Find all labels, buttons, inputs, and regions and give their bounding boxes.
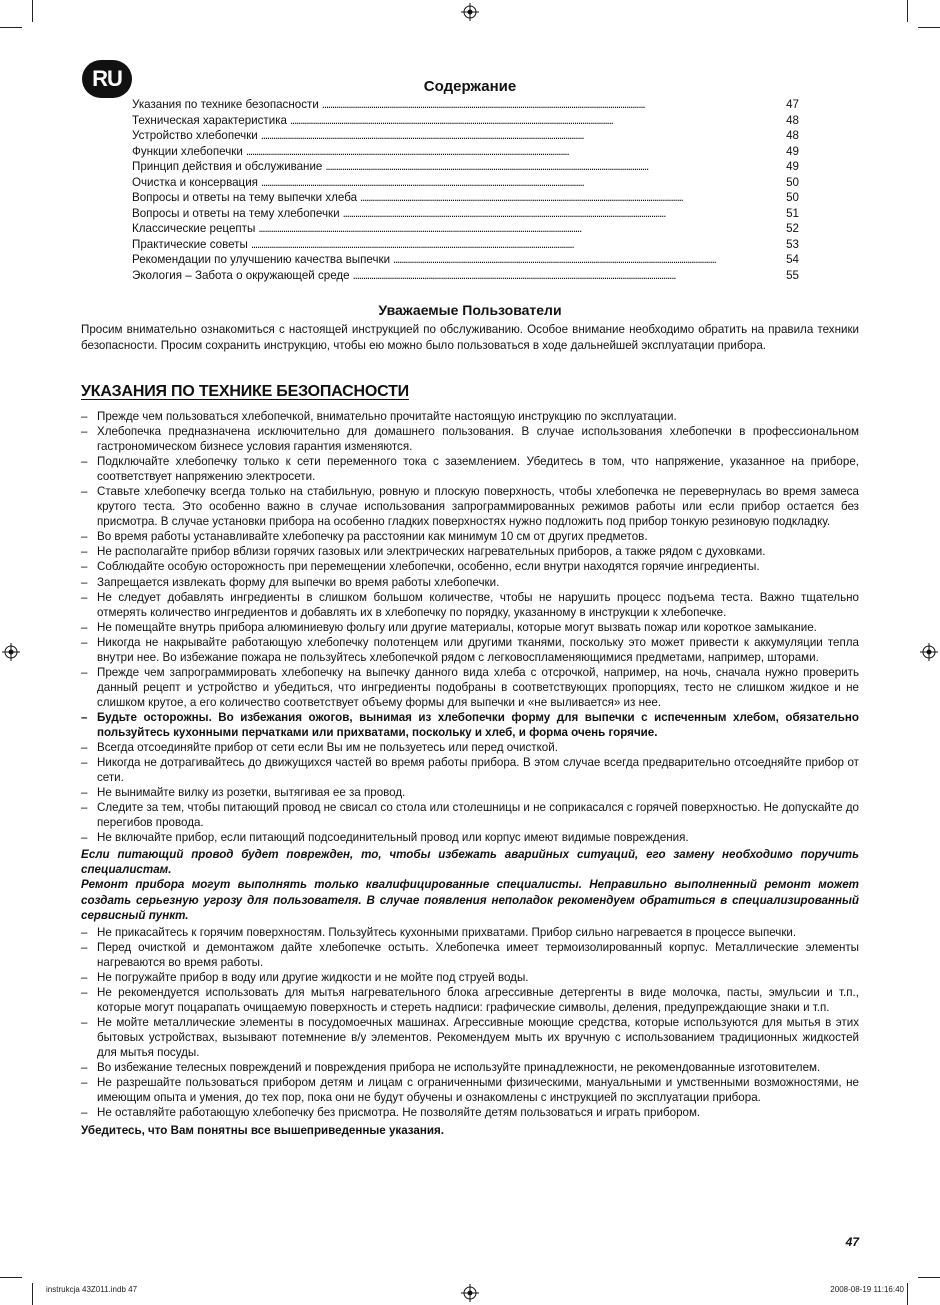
safety-item: – Не помещайте внутрь прибора алюминиевую фольгу или другие материалы, которые могут вызвать пожар или короткое замыкание. (81, 620, 859, 635)
toc-leader-dots (246, 144, 783, 160)
safety-item: – Подключайте хлебопечку только к сети переменного тока с заземлением. Убедитесь в том, что напряжение, указанное на приборе, соответствует напряжению электросети. (81, 454, 859, 484)
safety-item: – Не следует добавлять ингредиенты в слишком большом количестве, чтобы не нарушить процесс подъема теста. Важно тщательно отмерять количество ингредиентов и добавлять их в хлебопечку по порядку, указанному в инструкции к хлебопечке. (81, 590, 859, 620)
toc-entry-page: 52 (786, 222, 799, 235)
safety-item: – Во избежание телесных повреждений и повреждения прибора не используйте принадлежности, не рекомендованные изготовителем. (81, 1060, 859, 1075)
toc-entry-page: 53 (786, 237, 799, 251)
greeting-title: Уважаемые Пользователи (378, 302, 562, 318)
section-title: УКАЗАНИЯ ПО ТЕХНИКЕ БЕЗОПАСНОСТИ (81, 383, 409, 400)
crop-mark (918, 1277, 940, 1278)
toc-entry-page: 51 (786, 206, 799, 220)
toc-leader-dots (343, 206, 784, 222)
toc-entry-page: 55 (786, 268, 799, 282)
safety-item: – Не погружайте прибор в воду или другие жидкости и не мойте под струей воды. (81, 970, 859, 985)
safety-item: – Прежде чем запрограммировать хлебопечку на выпечку данного вида хлеба с отсрочкой, например, на ночь, сначала нужно проверить данный рецепт и устройство и убедиться, что ингредиенты подобраны в соответствующих пропорциях, тесто не слишком жидкое и не слишком крутое, а его количество соответствует объему формы для выпечки и «не выливается» из нее. (81, 665, 859, 710)
toc-entry-label: Очистка и консервация (132, 175, 258, 189)
toc-entry-page: 48 (786, 113, 799, 127)
safety-content (81, 409, 859, 1138)
toc-entry-page: 48 (786, 129, 799, 142)
toc-entry-page: 47 (786, 98, 799, 111)
registration-mark-icon (461, 3, 479, 21)
safety-item: – Ставьте хлебопечку всегда только на стабильную, ровную и плоскую поверхность, чтобы хлебопечка не перевернулась во время замеса крутого теста. Это особенно важно в случае использования запрограммированных режимов работы или если прибор остается без присмотра. В случае установки прибора на особенно гладких поверхностях нужно подложить под прибор тонкую резиновую подкладку. (81, 484, 859, 529)
crop-mark (907, 1283, 908, 1305)
toc-entry (132, 237, 799, 253)
crop-mark (918, 27, 940, 28)
safety-item: – Не рекомендуется использовать для мытья нагревательного блока агрессивные детергенты в виде молочка, пасты, эмульсии и т.п., которые могут поцарапать очищаемую поверхность и стереть надписи: графические символы, деления, предупреждающие знаки и т.п. (81, 985, 859, 1015)
toc-entry (132, 97, 799, 113)
toc-entry-label: Рекомендации по улучшению качества выпечки (132, 253, 391, 266)
crop-mark (0, 27, 22, 28)
toc-entry-label: Указания по технике безопасности (132, 98, 319, 111)
toc-entry-label: Функции хлебопечки (132, 144, 243, 158)
safety-item: – Не оставляйте работающую хлебопечку без присмотра. Не позволяйте детям пользоваться и играть прибором. (81, 1105, 859, 1120)
toc-entry (132, 252, 799, 268)
toc-leader-dots (261, 128, 783, 144)
toc-leader-dots (322, 97, 783, 113)
safety-list-2 (81, 925, 859, 1121)
toc-entry-label: Принцип действия и обслуживание (132, 160, 323, 173)
safety-item: – Запрещается извлекать форму для выпечки во время работы хлебопечки. (81, 575, 859, 590)
safety-item: – Не вынимайте вилку из розетки, вытягивая ее за провод. (81, 785, 859, 800)
page-number: 47 (845, 1235, 859, 1249)
registration-mark-icon (2, 643, 20, 661)
safety-item: – Следите за тем, чтобы питающий провод не свисал со стола или столешницы и не соприкасался с горячей поверхностью. Не допускайте до перегибов провода. (81, 800, 859, 830)
toc-entry-page: 49 (786, 144, 799, 158)
toc-entry-label: Практические советы (132, 237, 248, 251)
toc-entry (132, 268, 799, 284)
toc-leader-dots (290, 113, 783, 129)
safety-item: – Не включайте прибор, если питающий подсоединительный провод или корпус имеют видимые повреждения. (81, 830, 859, 845)
toc-entry-label: Классические рецепты (132, 222, 256, 235)
toc-entry (132, 159, 799, 175)
toc-entry-label: Устройство хлебопечки (132, 129, 258, 142)
toc-leader-dots (360, 190, 783, 206)
registration-mark-icon (461, 1284, 479, 1302)
warning-block (81, 847, 859, 922)
toc-entry (132, 206, 799, 222)
toc-entry (132, 144, 799, 160)
crop-mark (32, 1283, 33, 1305)
safety-item: – Прежде чем пользоваться хлебопечкой, внимательно прочитайте настоящую инструкцию по эксплуатации. (81, 409, 859, 424)
toc-entry-label: Вопросы и ответы на тему хлебопечки (132, 206, 340, 220)
language-badge: RU (82, 60, 132, 98)
safety-item: – Хлебопечка предназначена исключительно для домашнего пользования. В случае использования хлебопечки в профессиональном гастрономическом бизнесе условия гарантия изменяются. (81, 424, 859, 454)
crop-mark (907, 0, 908, 22)
crop-mark (32, 0, 33, 22)
toc-entry-page: 54 (786, 253, 799, 266)
toc-leader-dots (393, 252, 783, 268)
warning-text: Ремонт прибора могут выполнять только квалифицированные специалисты. Неправильно выполненный ремонт может создать серьезную угрозу для пользователя. В случае появления неполадок рекомендуем обратиться в специализированный сервисный пункт. (81, 878, 859, 922)
toc-entry (132, 128, 799, 144)
toc-leader-dots (325, 159, 783, 175)
greeting-text: Просим внимательно ознакомиться с настоящей инструкцией по обслуживанию. Особое внимание необходимо обратить на правила техники безопасности. Просим сохранить инструкцию, чтобы ею можно было пользоваться в ходе дальнейшей эксплуатации прибора. (81, 323, 859, 352)
closing-text: Убедитесь, что Вам понятны все вышеприведенные указания. (81, 1124, 444, 1138)
toc-leader-dots (353, 268, 783, 284)
safety-item: – Не располагайте прибор вблизи горячих газовых или электрических нагревательных приборов, а также рядом с духовками. (81, 544, 859, 559)
toc-entry (132, 175, 799, 191)
safety-item: – Не разрешайте пользоваться прибором детям и лицам с ограниченными физическими, мануальными и умственными возможностями, не имеющим опыта и умения, до тех пор, пока они не будут обучены и ознакомлены с инструкцией по эксплуатации прибора. (81, 1075, 859, 1105)
safety-item: – Не прикасайтесь к горячим поверхностям. Пользуйтесь кухонными прихватами. Прибор сильно нагревается в процессе выпечки. (81, 925, 859, 940)
toc-entry-page: 50 (786, 175, 799, 189)
safety-item: – Соблюдайте особую осторожность при перемещении хлебопечки, особенно, если внутри находятся горячие ингредиенты. (81, 559, 859, 574)
crop-mark (0, 1277, 22, 1278)
warning-text: Если питающий провод будет поврежден, то, чтобы избежать аварийных ситуаций, его замену необходимо поручить специалистам. (81, 848, 859, 877)
toc-leader-dots (261, 175, 783, 191)
toc-entry-page: 49 (786, 160, 799, 173)
toc-entry-label: Техническая характеристика (132, 113, 287, 127)
safety-item: – Никогда не накрывайте работающую хлебопечку полотенцем или другими тканями, поскольку это может привести к аккумуляции тепла внутри нее. Во избежание пожара не пользуйтесь хлебопечкой рядом с легковоспламеняющимися предметами, например, шторами. (81, 635, 859, 665)
footer-file-info: instrukcja 43Z011.indb 47 (46, 1285, 138, 1294)
safety-item: – Никогда не дотрагивайтесь до движущихся частей во время работы прибора. В этом случае всегда предварительно отсоедняйте прибор от сети. (81, 755, 859, 785)
toc-entry-label: Вопросы и ответы на тему выпечки хлеба (132, 191, 358, 204)
toc-entry-label: Экология – Забота о окружающей среде (132, 268, 350, 282)
safety-item: – Не мойте металлические элементы в посудомоечных машинах. Агрессивные моющие средства, которые используются для мытья в этих бытовых устройствах, вызывают потемнение в/у элементов. Рекомендуем мыть их вручную с использованием традиционных жидкостей для мытья посуды. (81, 1015, 859, 1060)
safety-list (81, 409, 859, 845)
toc-entry (132, 221, 799, 237)
toc-entry (132, 113, 799, 129)
table-of-contents (132, 97, 799, 283)
toc-leader-dots (258, 221, 783, 237)
toc-title: Содержание (423, 78, 517, 95)
footer-date: 2008-08-19 11:16:40 (830, 1285, 904, 1294)
registration-mark-icon (920, 643, 938, 661)
toc-entry (132, 190, 799, 206)
toc-leader-dots (251, 237, 783, 253)
safety-item: – Будьте осторожны. Во избежания ожогов, вынимая из хлебопечки форму для выпечки с испеченным хлебом, обязательно пользуйтесь кухонными перчатками или прихватами, поскольку и хлеб, и форма очень горячие. (81, 710, 859, 740)
safety-item: – Во время работы устанавливайте хлебопечку ра расстоянии как минимум 10 см от других предметов. (81, 529, 859, 544)
toc-entry-page: 50 (786, 191, 799, 204)
safety-item: – Всегда отсоединяйте прибор от сети если Вы им не пользуетесь или перед очисткой. (81, 740, 859, 755)
safety-item: – Перед очисткой и демонтажом дайте хлебопечке остыть. Хлебопечка имеет термоизолированный корпус. Металлические элементы нагреваются во время работы. (81, 940, 859, 970)
